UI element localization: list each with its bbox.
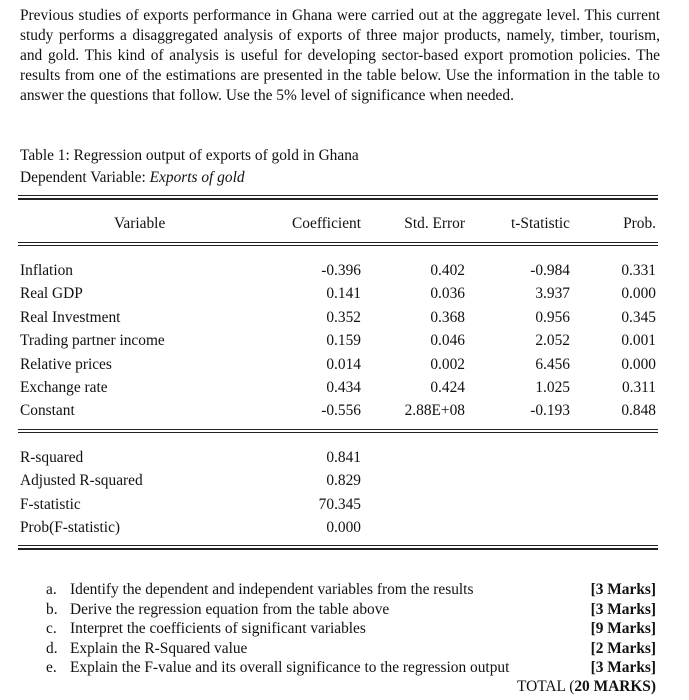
row-t-statistic: 3.937 bbox=[535, 285, 570, 302]
row-prob: 0.001 bbox=[621, 332, 656, 349]
row-t-statistic: 0.956 bbox=[535, 309, 570, 326]
dependent-variable-line bbox=[20, 168, 245, 188]
header-t-statistic: t-Statistic bbox=[511, 215, 570, 232]
row-prob: 0.311 bbox=[621, 379, 656, 396]
header-prob: Prob. bbox=[623, 215, 656, 232]
question-item bbox=[46, 639, 656, 659]
row-variable: Trading partner income bbox=[20, 332, 165, 349]
row-std-error: 0.046 bbox=[430, 332, 465, 349]
table-top-rule-thick bbox=[18, 198, 658, 200]
stats-rule-thin-2 bbox=[18, 432, 658, 433]
table-caption: Table 1: Regression output of exports of gold in Ghana bbox=[20, 147, 359, 164]
stat-value: 0.000 bbox=[326, 519, 361, 536]
row-t-statistic: 6.456 bbox=[535, 356, 570, 373]
row-coefficient: -0.556 bbox=[321, 402, 361, 419]
row-variable: Relative prices bbox=[20, 356, 112, 373]
row-prob: 0.331 bbox=[621, 262, 656, 279]
question-text: Explain the F-value and its overall significance to the regression output bbox=[70, 659, 510, 676]
stat-value: 0.829 bbox=[326, 472, 361, 489]
question-item bbox=[46, 580, 656, 600]
stat-label: F-statistic bbox=[20, 496, 81, 513]
question-marks: [9 Marks] bbox=[590, 620, 656, 637]
row-prob: 0.000 bbox=[621, 285, 656, 302]
row-prob: 0.848 bbox=[621, 402, 656, 419]
question-letter: d. bbox=[46, 639, 58, 657]
header-std-error: Std. Error bbox=[404, 215, 465, 232]
header-rule-thin bbox=[18, 242, 658, 243]
row-std-error: 0.002 bbox=[430, 356, 465, 373]
question-marks: [2 Marks] bbox=[590, 639, 656, 657]
total-marks bbox=[517, 677, 656, 697]
stat-value: 70.345 bbox=[318, 496, 361, 513]
stat-label: Prob(F-statistic) bbox=[20, 519, 121, 536]
stat-label: R-squared bbox=[20, 449, 84, 466]
question-marks: [3 Marks] bbox=[590, 659, 656, 676]
question-text: Identify the dependent and independent variables from the results bbox=[70, 581, 474, 598]
row-std-error: 0.424 bbox=[430, 379, 465, 396]
row-prob: 0.000 bbox=[621, 356, 656, 373]
row-t-statistic: -0.193 bbox=[530, 402, 570, 419]
dependent-variable-value: Exports of gold bbox=[149, 169, 245, 186]
header-rule-thin-2 bbox=[18, 245, 658, 246]
question-marks: [3 Marks] bbox=[590, 581, 656, 598]
row-coefficient: 0.352 bbox=[326, 309, 361, 326]
row-std-error: 0.368 bbox=[430, 309, 465, 326]
header-coefficient: Coefficient bbox=[292, 215, 361, 232]
row-variable: Constant bbox=[20, 402, 75, 419]
row-variable: Real Investment bbox=[20, 309, 121, 326]
row-t-statistic: 1.025 bbox=[535, 379, 570, 396]
question-marks: [3 Marks] bbox=[590, 600, 656, 618]
question-letter: b. bbox=[46, 600, 58, 618]
question-text: Derive the regression equation from the table above bbox=[70, 600, 390, 618]
question-text: Explain the R-Squared value bbox=[70, 639, 248, 657]
stat-label: Adjusted R-squared bbox=[20, 472, 143, 489]
stat-value: 0.841 bbox=[326, 449, 361, 466]
row-coefficient: -0.396 bbox=[321, 262, 361, 279]
question-item bbox=[46, 658, 656, 678]
intro-paragraph: Previous studies of exports performance in Ghana were carried out at the aggregate level. This current study performs a disaggregated analysis of exports of three major products, namely, timber, tourism, and gold. This kind of analysis is useful for developing sector-based export promotion policies. The results from one of the estimations are presented in the table below. Use the information in the table to answer the questions that follow. Use the 5% level of significance when needed. bbox=[20, 7, 660, 104]
row-std-error: 0.036 bbox=[430, 285, 465, 302]
question-letter: c. bbox=[46, 620, 57, 637]
question-letter: e. bbox=[46, 659, 57, 676]
row-t-statistic: 2.052 bbox=[535, 332, 570, 349]
question-item bbox=[46, 619, 656, 639]
dependent-variable-label: Dependent Variable: bbox=[20, 169, 150, 186]
row-std-error: 2.88E+08 bbox=[404, 402, 465, 419]
question-text: Interpret the coefficients of significant variables bbox=[70, 620, 366, 637]
row-variable: Real GDP bbox=[20, 285, 83, 302]
row-std-error: 0.402 bbox=[430, 262, 465, 279]
table-top-rule-thin bbox=[18, 195, 658, 196]
stats-rule-thin bbox=[18, 429, 658, 430]
row-prob: 0.345 bbox=[621, 309, 656, 326]
row-t-statistic: -0.984 bbox=[530, 262, 570, 279]
row-variable: Exchange rate bbox=[20, 379, 108, 396]
row-variable: Inflation bbox=[20, 262, 73, 279]
total-prefix: TOTAL ( bbox=[517, 678, 575, 695]
row-coefficient: 0.434 bbox=[326, 379, 361, 396]
header-variable: Variable bbox=[114, 215, 166, 232]
question-letter: a. bbox=[46, 581, 57, 598]
total-value: 20 MARKS) bbox=[574, 678, 656, 695]
question-item bbox=[46, 600, 656, 620]
row-coefficient: 0.014 bbox=[326, 356, 361, 373]
table-bottom-rule-thick bbox=[18, 548, 658, 550]
row-coefficient: 0.159 bbox=[326, 332, 361, 349]
row-coefficient: 0.141 bbox=[326, 285, 361, 302]
question-list bbox=[46, 580, 656, 678]
table-bottom-rule-thin bbox=[18, 545, 658, 546]
